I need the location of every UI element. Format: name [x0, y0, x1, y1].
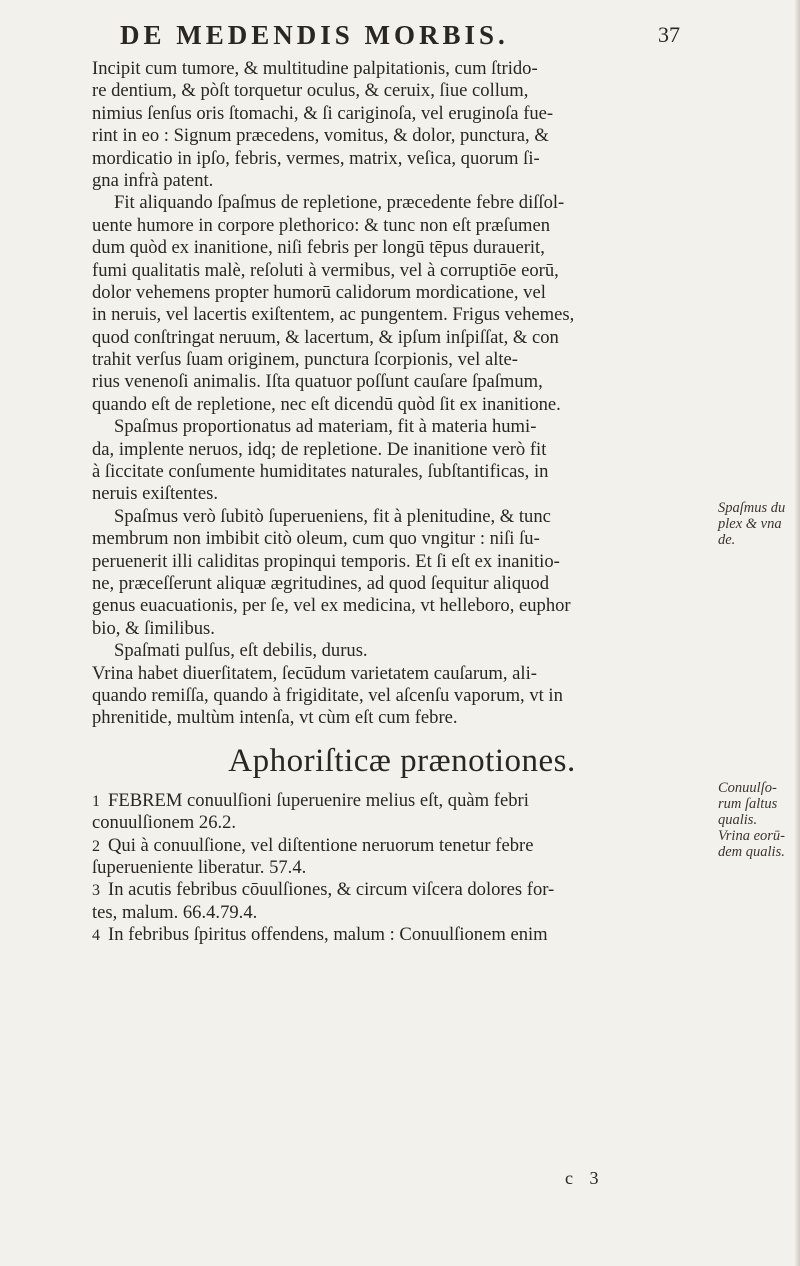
- text-line: quando remiſſa, quando à frigiditate, vel aſcenſu vaporum, vt in: [92, 684, 563, 706]
- aphorism-text: FEBREM conuulſioni ſuperuenire melius eſt, quàm febri: [108, 789, 529, 811]
- aphorism-number: 1: [92, 792, 100, 810]
- text-line: peruenerit illi caliditas propinqui temporis. Et ſi eſt ex inanitio-: [92, 550, 560, 572]
- page-number: 37: [658, 22, 680, 47]
- margin-line: Vrina eorū-: [718, 828, 785, 844]
- aphorism-number: 3: [92, 882, 100, 900]
- aphorism-text: Qui à conuulſione, vel diſtentione neruorum tenetur febre: [108, 834, 534, 856]
- aphorism-text: tes, malum. 66.4.79.4.: [92, 901, 258, 923]
- aphorism-text: In acutis febribus cōuulſiones, & circum viſcera dolores for-: [108, 879, 555, 901]
- aphorism-list: [92, 790, 712, 947]
- text-line: dolor vehemens propter humorū calidorum mordicatione, vel: [92, 281, 546, 303]
- signature-mark: c 3: [565, 1168, 605, 1188]
- paragraph-4: [92, 506, 712, 640]
- paragraph-1: [92, 58, 712, 192]
- aphorism-number: 4: [92, 927, 100, 945]
- text-line: ne, præceſſerunt aliquæ ægritudines, ad quod ſequitur aliquod: [92, 572, 550, 594]
- margin-line: dem qualis.: [718, 844, 785, 860]
- text-line: quod conſtringat neruum, & lacertum, & ipſum inſpiſſat, & con: [92, 326, 559, 348]
- margin-line: Spaſmus du: [718, 500, 786, 516]
- margin-line: plex & vna: [718, 516, 782, 532]
- text-line: nimius ſenſus oris ſtomachi, & ſi cariginoſa, vel eruginoſa fue-: [92, 102, 554, 124]
- aphorism-2: [92, 835, 712, 880]
- text-line: à ſiccitate conſumente humiditates naturales, ſubſtantificas, in: [92, 461, 549, 483]
- aphorism-number: 2: [92, 837, 100, 855]
- aphorism-4: [92, 924, 712, 946]
- paragraph-3: [92, 416, 712, 506]
- text-line: Fit aliquando ſpaſmus de repletione, præcedente febre diſſol-: [114, 192, 565, 214]
- text-line: rius venenoſi animalis. Iſta quatuor poſſunt cauſare ſpaſmum,: [92, 371, 543, 393]
- text-line: Vrina habet diuerſitatem, ſecūdum varietatem cauſarum, ali-: [92, 662, 537, 684]
- page-edge: [794, 0, 800, 1266]
- aphorism-text: conuulſionem 26.2.: [92, 812, 237, 834]
- text-line: bio, & ſimilibus.: [92, 617, 215, 639]
- text-line: membrum non imbibit citò oleum, cum quo vngitur : niſi ſu-: [92, 528, 540, 550]
- text-line: Incipit cum tumore, & multitudine palpitationis, cum ſtrido-: [92, 58, 538, 79]
- text-line: in neruis, vel lacertis exiſtentem, ac pungentem. Frigus vehemes,: [92, 304, 575, 326]
- text-line: trahit verſus ſuam originem, punctura ſcorpionis, vel alte-: [92, 349, 518, 371]
- margin-line: qualis.: [718, 812, 758, 828]
- text-line: mordicatio in ipſo, febris, vermes, matrix, veſica, quorum ſi-: [92, 147, 540, 169]
- text-line: rint in eo : Signum præcedens, vomitus, & dolor, punctura, &: [92, 125, 549, 147]
- main-text: [92, 58, 712, 946]
- text-line: neruis exiſtentes.: [92, 483, 218, 505]
- text-line: uente humore in corpore plethorico: & tunc non eſt præſumen: [92, 214, 551, 236]
- text-line: Spaſmati pulſus, eſt debilis, durus.: [114, 640, 368, 662]
- text-line: gna infrà patent.: [92, 169, 214, 191]
- text-line: phrenitide, multùm intenſa, vt cùm eſt cum febre.: [92, 707, 458, 729]
- running-head: DE MEDENDIS MORBIS.: [120, 20, 509, 50]
- text-line: quando eſt de repletione, nec eſt dicendū quòd ſit ex inanitione.: [92, 393, 561, 415]
- margin-line: de.: [718, 532, 736, 548]
- text-line: Spaſmus proportionatus ad materiam, fit à materia humi-: [114, 416, 537, 438]
- aphorism-1: [92, 790, 712, 835]
- margin-note-2: [718, 780, 798, 860]
- paragraph-5: [92, 640, 712, 730]
- text-line: re dentium, & pòſt torquetur oculus, & ceruix, ſiue collum,: [92, 80, 529, 102]
- aphorism-text: In febribus ſpiritus offendens, malum : Conuulſionem enim: [108, 924, 548, 946]
- margin-note-1: [718, 500, 798, 548]
- paragraph-2: [92, 192, 712, 416]
- text-line: da, implente neruos, idq; de repletione. De inanitione verò fit: [92, 438, 547, 460]
- aphorism-3: [92, 879, 712, 924]
- page-header: [120, 20, 680, 54]
- aphorism-text: ſuperueniente liberatur. 57.4.: [92, 856, 307, 878]
- text-line: Spaſmus verò ſubitò ſuperueniens, fit à plenitudine, & tunc: [114, 505, 551, 527]
- margin-line: rum ſaltus: [718, 796, 778, 812]
- text-line: fumi qualitatis malè, reſoluti à vermibus, vel à corruptiōe eorū,: [92, 259, 559, 281]
- text-line: dum quòd ex inanitione, niſi febris per longū tēpus durauerit,: [92, 237, 545, 259]
- section-heading: Aphoriſticæ prænotiones.: [228, 742, 576, 779]
- margin-line: Conuulſo-: [718, 780, 777, 796]
- text-line: genus euacuationis, per ſe, vel ex medicina, vt helleboro, euphor: [92, 595, 571, 617]
